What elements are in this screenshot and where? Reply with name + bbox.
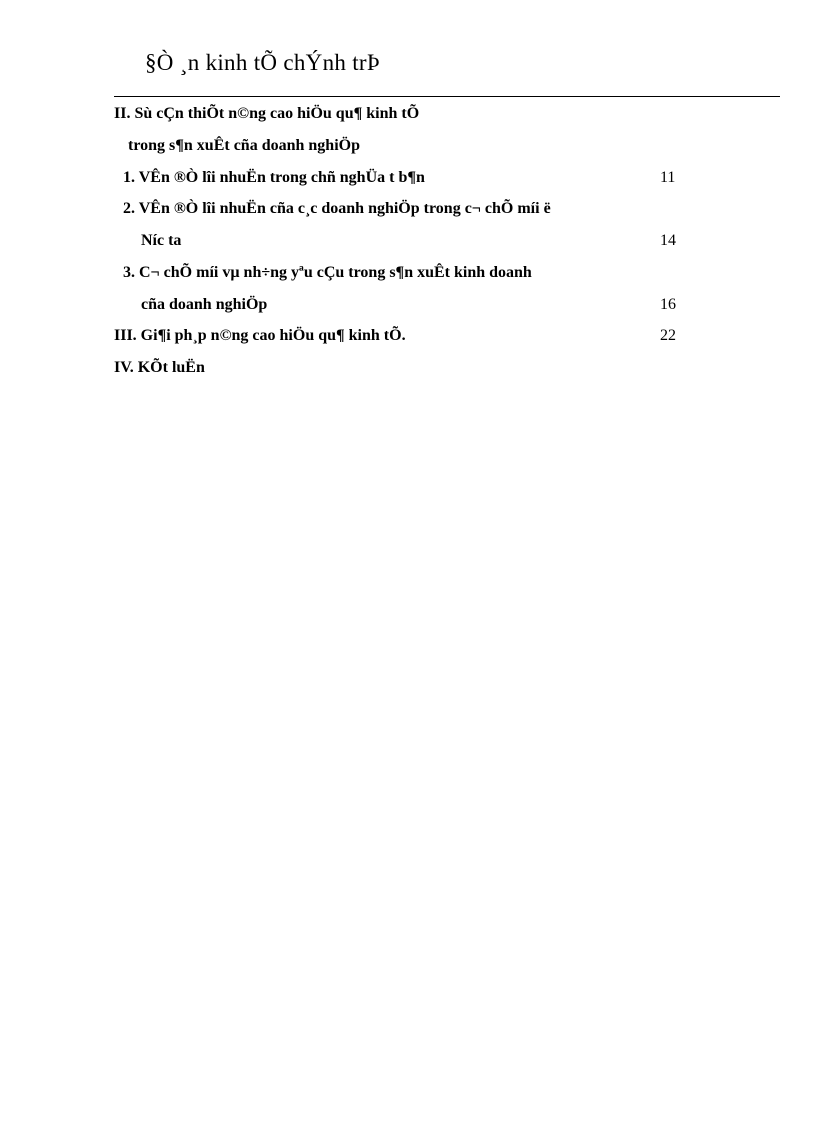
toc-entry-section-ii-line-1: II. Sù cÇn thiÕt n©ng cao hiÖu qu¶ kinh tÕ xyxy=(114,105,420,122)
page-header-title: §Ò ¸n kinh tÕ chÝnh trÞ xyxy=(145,50,380,75)
toc-entry-section-iii: III. Gi¶i ph¸p n©ng cao hiÖu qu¶ kinh tÕ. xyxy=(114,327,406,344)
toc-entry-section-ii-line-2: trong s¶n xuÊt cña doanh nghiÖp xyxy=(128,137,360,154)
toc-entry-item-1: 1. VÊn ®Ò lîi nhuËn trong chñ nghÜa t b¶n xyxy=(123,169,425,186)
toc-entry-item-2-line-2: Níc ta xyxy=(141,232,182,249)
toc-entry-item-2-line-1: 2. VÊn ®Ò lîi nhuËn cña c¸c doanh nghiÖp trong c¬ chÕ míi ë xyxy=(123,200,551,217)
toc-entry-item-3-line-1: 3. C¬ chÕ míi vµ nh÷ng yªu cÇu trong s¶n xuÊt kinh doanh xyxy=(123,264,532,281)
toc-entry-section-iv: IV. KÕt luËn xyxy=(114,359,205,376)
toc-entry-item-3-line-2: cña doanh nghiÖp xyxy=(141,296,268,313)
toc-page-number: 11 xyxy=(660,169,676,186)
toc-page-number: 14 xyxy=(660,232,676,249)
toc-page-number: 22 xyxy=(660,327,676,344)
toc-page-number: 16 xyxy=(660,296,676,313)
